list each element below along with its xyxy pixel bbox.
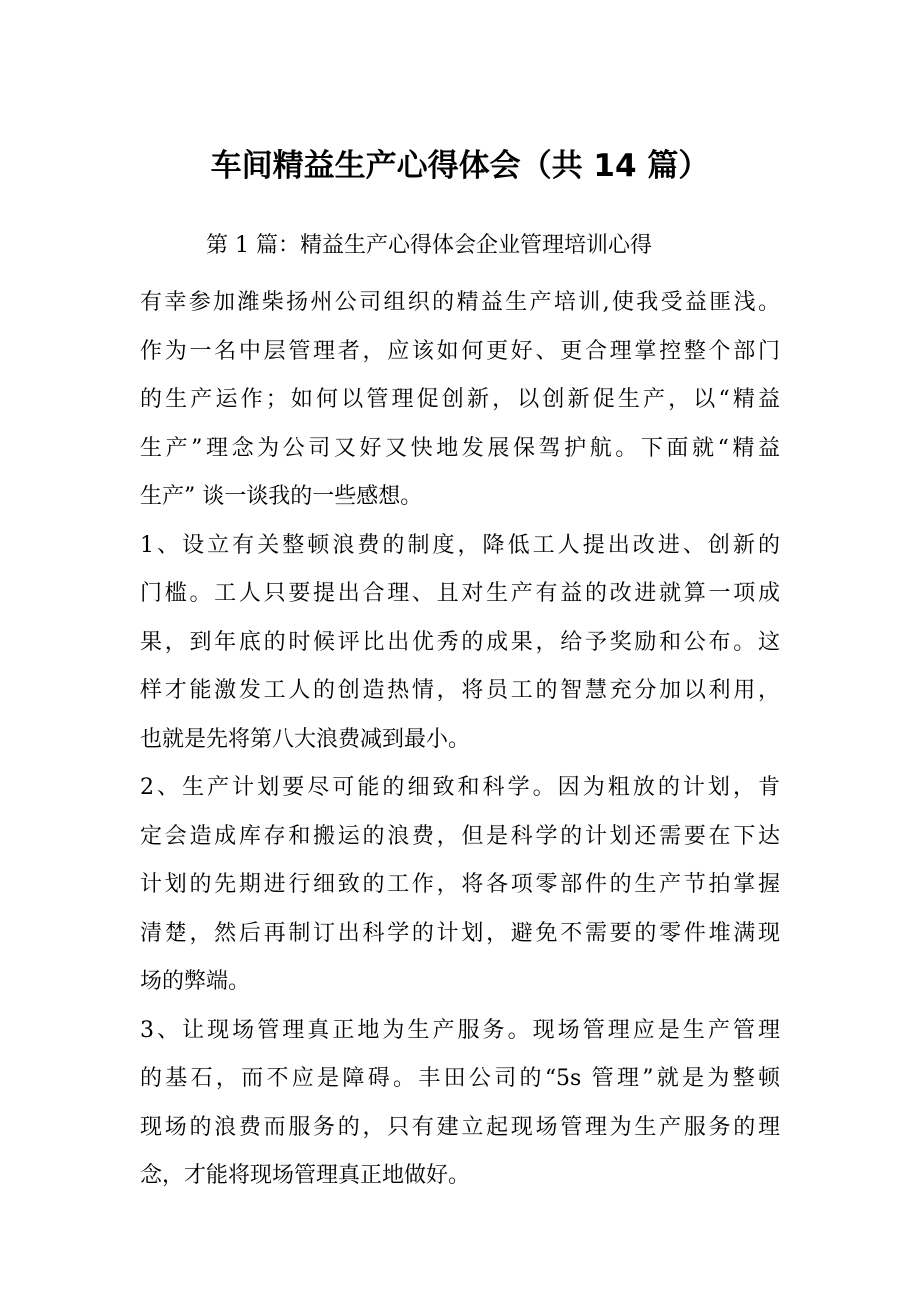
text-line: 计划的先期进行细致的工作，将各项零部件的生产节拍掌握 [140, 872, 780, 897]
text-line: 现场的浪费而服务的，只有建立起现场管理为生产服务的理 [140, 1114, 780, 1140]
document-title: 车间精益生产心得体会（共 14 篇） [210, 148, 710, 184]
text-line: 的基石，而不应是障碍。丰田公司的“5s 管理”就是为整顿 [140, 1066, 780, 1091]
text-line: 有幸参加潍柴扬州公司组织的精益生产培训,使我受益匪浅。 [140, 290, 780, 315]
text-line: 生产” 谈一谈我的一些感想。 [140, 484, 423, 509]
text-line: 果，到年底的时候评比出优秀的成果，给予奖励和公布。这 [140, 629, 780, 655]
text-line: 念，才能将现场管理真正地做好。 [140, 1163, 471, 1188]
document-body [140, 279, 780, 1201]
text-line: 生产”理念为公司又好又快地发展保驾护航。下面就“精益 [140, 435, 780, 461]
text-line: 3、让现场管理真正地为生产服务。现场管理应是生产管理 [140, 1017, 780, 1043]
text-line: 清楚，然后再制订出科学的计划，避免不需要的零件堆满现 [140, 920, 780, 946]
paragraph-3 [140, 764, 780, 1007]
text-line: 样才能激发工人的创造热情，将员工的智慧充分加以利用， [140, 678, 780, 703]
text-line: 1、设立有关整顿浪费的制度，降低工人提出改进、创新的 [140, 532, 780, 558]
text-line: 作为一名中层管理者，应该如何更好、更合理掌控整个部门 [140, 338, 780, 364]
text-line: 门槛。工人只要提出合理、且对生产有益的改进就算一项成 [140, 581, 780, 606]
paragraph-4 [140, 1007, 780, 1201]
paragraph-1 [140, 279, 780, 522]
text-line: 的生产运作；如何以管理促创新，以创新促生产，以“精益 [140, 387, 780, 412]
text-line: 也就是先将第八大浪费减到最小。 [140, 726, 471, 752]
paragraph-2 [140, 522, 780, 765]
text-line: 场的弊端。 [140, 969, 251, 994]
text-line: 定会造成库存和搬运的浪费，但是科学的计划还需要在下达 [140, 823, 780, 849]
text-line: 2、生产计划要尽可能的细致和科学。因为粗放的计划，肯 [140, 775, 780, 800]
section-heading: 第 1 篇：精益生产心得体会企业管理培训心得 [206, 233, 652, 258]
